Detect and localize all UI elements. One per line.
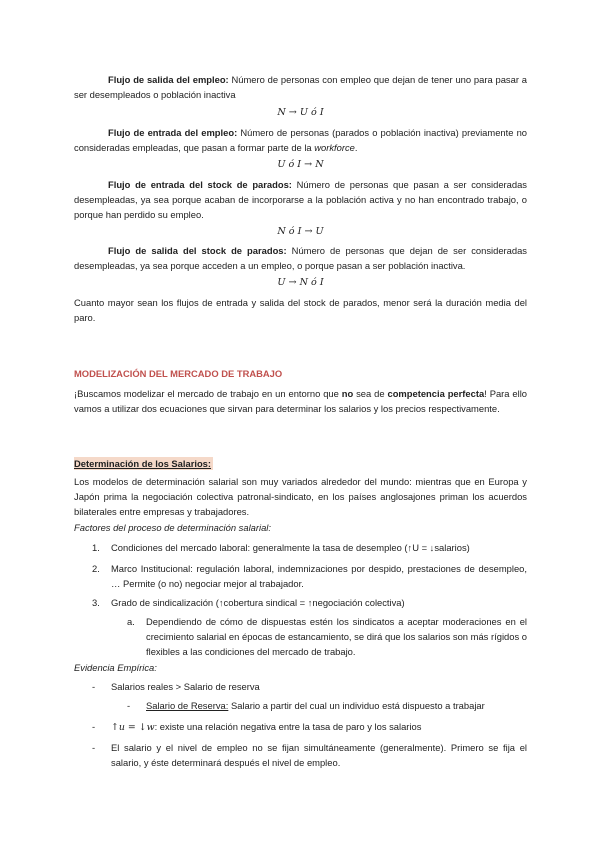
- sub-factor-item: Dependiendo de cómo de dispuestas estén los sindicatos a aceptar moderaciones en el crecimiento salarial en épocas de estancamiento, se dirá que los salarios son más rígidos o flexibles a las condiciones del mercado de trabajo.: [146, 616, 527, 658]
- term-entrada-parados: Flujo de entrada del stock de parados:: [108, 179, 292, 190]
- paragraph-salida-parados: [74, 243, 527, 273]
- paragraph-salarios-intro: Los modelos de determinación salarial son muy variados alrededor del mundo: mientras que en Europa y Japón prima la negociación colectiva patronal-sindicato, en los países anglosajones priman los acuerdos bilaterales entre empresas y trabajadores.: [74, 476, 527, 518]
- factor-number: 2.: [92, 563, 100, 574]
- section-heading-salarios: Determinación de los Salarios:: [74, 458, 212, 469]
- evidencia-title: Evidencia Empírica:: [74, 662, 157, 673]
- text-relacion: : existe una relación negativa entre la tasa de paro y los salarios: [154, 721, 422, 732]
- modelizacion-text-3: ! Para ello vamos a utilizar dos ecuaciones que sirvan para determinar los salarios y los precios respectivamente.: [74, 388, 527, 415]
- bullet-dash: -: [127, 700, 131, 711]
- workforce-word: workforce: [314, 142, 355, 154]
- paragraph-salida-empleo: [74, 72, 527, 102]
- evidencia-item-reserva: [146, 698, 527, 713]
- formula-entrada-empleo: U ó I → N: [277, 159, 324, 170]
- factor-number: 3.: [92, 597, 100, 608]
- formula-entrada-parados: N ó I → U: [277, 226, 324, 237]
- factor-item: Marco Institucional: regulación laboral, indemnizaciones por despido, prestaciones de desempleo, … Permite (o no) negociar mejor al trabajador.: [111, 563, 527, 590]
- bullet-dash: -: [92, 681, 96, 692]
- formula-salida-parados: U → N ó I: [277, 277, 324, 288]
- paragraph-modelizacion: [74, 386, 527, 416]
- bullet-dash: -: [92, 742, 96, 753]
- evidencia-item: El salario y el nivel de empleo no se fijan simultáneamente (generalmente). Primero se fija el salario, y éste determinará después el nivel de empleo.: [111, 742, 527, 769]
- text-salida-parados: Número de personas que dejan de ser consideradas desempleadas, ya sea porque acceden a un empleo, o porque pasan a ser población inactiva.: [74, 245, 527, 272]
- term-salario-reserva: Salario de Reserva:: [146, 700, 229, 711]
- factor-number: 1.: [92, 542, 100, 553]
- modelizacion-text-2: sea de: [353, 388, 388, 399]
- factor-item: Grado de sindicalización (↑cobertura sindical = ↑negociación colectiva): [111, 597, 405, 608]
- bullet-dash: -: [92, 721, 96, 732]
- section-heading-modelizacion: MODELIZACIÓN DEL MERCADO DE TRABAJO: [74, 368, 283, 379]
- sub-factor-letter: a.: [127, 616, 135, 627]
- paragraph-conclusion: Cuanto mayor sean los flujos de entrada y salida del stock de parados, menor será la duración media del paro.: [74, 297, 527, 324]
- paragraph-entrada-parados: [74, 177, 527, 223]
- text-entrada-empleo: Número de personas (parados o población inactiva) previamente no consideradas empleadas, que pasan a formar parte de la: [74, 127, 528, 154]
- factor-item: Condiciones del mercado laboral: generalmente la tasa de desempleo (↑U = ↓salarios): [111, 542, 470, 553]
- text-entrada-empleo-end: .: [354, 142, 358, 154]
- text-salario-reserva: Salario a partir del cual un individuo está dispuesto a trabajar: [228, 700, 485, 711]
- paragraph-entrada-empleo: [74, 125, 527, 155]
- text-entrada-parados: Número de personas que pasan a ser consideradas desempleadas, ya sea porque acaban de incorporarse a la población activa y no han encontrado trabajo, o porque han perdido su empleo.: [74, 179, 527, 221]
- factores-title: Factores del proceso de determinación salarial:: [74, 522, 271, 533]
- term-salida-parados: Flujo de salida del stock de parados:: [108, 245, 287, 256]
- formula-paro-salarios: ↑u = ↓w: [111, 722, 155, 733]
- term-entrada-empleo: Flujo de entrada del empleo:: [108, 127, 238, 138]
- modelizacion-text-1: ¡Buscamos modelizar el mercado de trabajo en un entorno que: [74, 388, 342, 399]
- modelizacion-bold-no: no: [341, 388, 354, 399]
- term-salida-empleo: Flujo de salida del empleo:: [108, 74, 229, 85]
- evidencia-item: Salarios reales > Salario de reserva: [111, 681, 260, 692]
- modelizacion-bold-competencia: competencia perfecta: [387, 388, 485, 399]
- evidencia-item-relacion: [111, 719, 527, 735]
- formula-salida-empleo: N → U ó I: [277, 107, 324, 118]
- text-salida-empleo: Número de personas con empleo que dejan de tener uno para pasar a ser desempleados o población inactiva: [74, 74, 527, 101]
